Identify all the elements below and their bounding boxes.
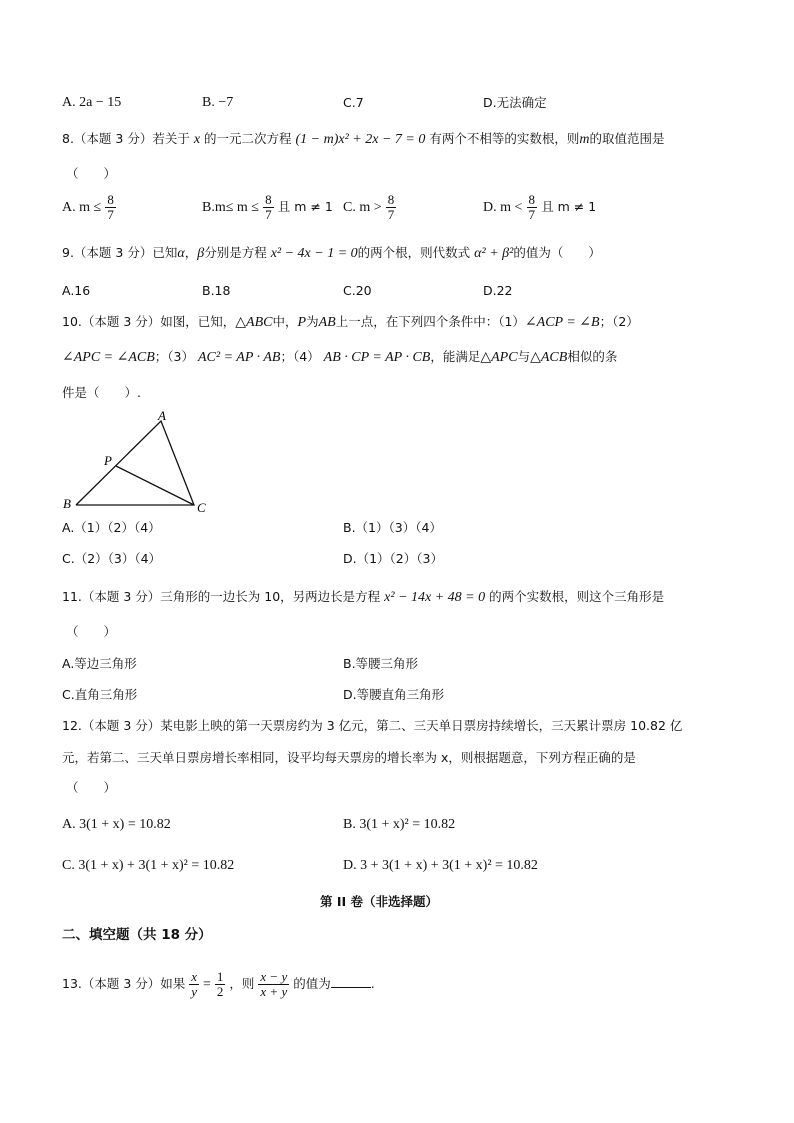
q10-text: 中， — [272, 314, 298, 329]
q9-prefix: 9.（本题 3 分）已知 — [62, 245, 178, 260]
q10-text: ；（2） — [599, 314, 639, 329]
q8-mid1: 的一元二次方程 — [204, 131, 292, 146]
frac-num: 8 — [107, 192, 114, 207]
q7-option-d: D.无法确定 — [483, 95, 547, 110]
q9-option-d: D.22 — [483, 283, 513, 298]
q8-optB-frac — [263, 193, 274, 222]
q8-optC-text: C. m > — [343, 200, 382, 215]
q10-tri-acb: △ACB — [530, 350, 568, 365]
q13-suffix: 的值为 — [293, 976, 331, 991]
q8-suffix: 的取值范围是 — [589, 131, 665, 146]
q13-frac-one-half — [215, 970, 226, 999]
q8-var-m: m — [579, 132, 590, 147]
section-heading: 二、填空题（共 18 分） — [62, 927, 212, 943]
q13-frac-x-over-y — [189, 970, 199, 999]
q9-alpha: α — [177, 246, 185, 261]
label-a: A — [158, 408, 166, 423]
q13-frac-expression — [258, 970, 289, 999]
q10-text: 为 — [306, 314, 319, 329]
q10-text: 上一点，在下列四个条件中：（1） — [335, 314, 525, 329]
q10-triangle-figure — [58, 408, 218, 516]
q12-option-a: A. 3(1 + x) = 10.82 — [62, 817, 171, 832]
frac-num: 8 — [528, 192, 536, 207]
q8-option-b — [202, 193, 333, 222]
q9-sep: ， — [184, 245, 198, 260]
frac-den: x + y — [260, 984, 288, 999]
q10-option-b: B.（1）（3）（4） — [343, 520, 442, 535]
q8-stem — [62, 129, 665, 150]
q10-condition-4: AB · CP = AP · CB — [323, 350, 431, 365]
q11-prefix: 11.（本题 3 分）三角形的一边长为 10，另两边长是方程 — [62, 589, 381, 604]
q10-text: 相似的条 — [567, 349, 618, 364]
q10-text: ；（4） — [280, 349, 320, 364]
frac-den: y — [191, 984, 198, 999]
q11-suffix: 的两个实数根，则这个三角形是 — [489, 589, 665, 604]
frac-den: 7 — [107, 207, 114, 222]
q12-line2: 元，若第二、三天单日票房增长率相同，设平均每天票房的增长率为 x，则根据题意，下列方程正确的是 — [62, 750, 636, 765]
q13-equals: = — [203, 977, 211, 992]
q8-optA-text: A. m ≤ — [62, 200, 102, 215]
q10-option-c: C.（2）（3）（4） — [62, 551, 162, 566]
frac-num: 8 — [265, 192, 272, 207]
q9-option-a: A.16 — [62, 283, 91, 298]
label-c: C — [197, 500, 206, 515]
q8-prefix: 8.（本题 3 分）若关于 — [62, 131, 190, 146]
q8-option-d — [483, 193, 596, 222]
q12-option-b: B. 3(1 + x)² = 10.82 — [343, 817, 456, 832]
q8-optD-text: D. m < — [483, 200, 523, 215]
q8-option-a — [62, 193, 116, 222]
q10-tri-abc: △ABC — [235, 315, 273, 330]
q8-optB-text: B.m≤ m ≤ — [202, 200, 259, 215]
q10-text: 与 — [517, 349, 531, 364]
q12-paren: （ ） — [66, 780, 117, 795]
q11-option-a: A.等边三角形 — [62, 656, 137, 671]
q11-option-d: D.等腰直角三角形 — [343, 687, 445, 702]
q9-beta: β — [197, 246, 205, 261]
frac-den: 7 — [528, 207, 536, 222]
frac-num: x − y — [260, 969, 288, 984]
q8-optD-post: 且 m ≠ 1 — [541, 199, 597, 214]
q10-text: 10.（本题 3 分）如图，已知， — [62, 314, 236, 329]
frac-num: 8 — [387, 192, 395, 207]
q11-paren: （ ） — [66, 624, 117, 639]
q12-option-d: D. 3 + 3(1 + x) + 3(1 + x)² = 10.82 — [343, 858, 538, 873]
q10-condition-3: AC² = AP · AB — [197, 350, 281, 365]
q10-condition-2: ∠APC = ∠ACB — [62, 350, 155, 365]
q8-optC-frac — [386, 193, 397, 222]
label-p: P — [104, 453, 112, 468]
q8-option-c — [343, 193, 396, 222]
q10-condition-1: ∠ACP = ∠B — [524, 315, 600, 330]
q11-equation: x² − 14x + 48 = 0 — [384, 590, 486, 605]
q9-equation: x² − 4x − 1 = 0 — [270, 246, 358, 261]
q13-end: . — [370, 976, 375, 991]
q11-stem — [62, 587, 664, 608]
q9-mid: 分别是方程 — [204, 245, 267, 260]
frac-num: 1 — [216, 969, 224, 984]
q10-text: ，能满足 — [430, 349, 481, 364]
q10-tri-apc: △APC — [480, 350, 518, 365]
frac-den: 2 — [216, 984, 224, 999]
q12-line1: 12.（本题 3 分）某电影上映的第一天票房约为 3 亿元，第二、三天单日票房持续增长，三天累计票房 10.82 亿 — [62, 718, 683, 733]
section-2-title: 第 II 卷（非选择题） — [320, 894, 439, 909]
q9-stem — [62, 243, 601, 264]
q9-option-b: B.18 — [202, 283, 231, 298]
q8-optD-frac — [527, 193, 538, 222]
q13-prefix: 13.（本题 3 分）如果 — [62, 976, 186, 991]
q10-line1 — [62, 312, 639, 333]
q10-segment-ab: AB — [318, 315, 336, 330]
q10-text: ；（3） — [154, 349, 194, 364]
segment-pc — [116, 466, 194, 505]
q7-option-b: B. −7 — [202, 95, 234, 110]
q11-option-b: B.等腰三角形 — [343, 656, 419, 671]
q8-optB-post: 且 m ≠ 1 — [277, 199, 333, 214]
q9-option-c: C.20 — [343, 283, 372, 298]
frac-den: 7 — [387, 207, 395, 222]
frac-num: x — [191, 969, 198, 984]
q8-equation: (1 − m)x² + 2x − 7 = 0 — [295, 132, 426, 147]
q8-var-x: x — [193, 132, 201, 147]
q9-suffix: 的值为（ ） — [513, 245, 601, 260]
q10-line2 — [62, 347, 617, 368]
q9-expression: α² + β² — [474, 246, 514, 261]
q8-mid2: 有两个不相等的实数根，则 — [429, 131, 580, 146]
q13-answer-blank[interactable] — [331, 973, 371, 988]
q12-option-c: C. 3(1 + x) + 3(1 + x)² = 10.82 — [62, 858, 235, 873]
q11-option-c: C.直角三角形 — [62, 687, 138, 702]
q7-option-c: C.7 — [343, 95, 364, 110]
q13-mid: ，则 — [229, 976, 255, 991]
q10-option-d: D.（1）（2）（3） — [343, 551, 443, 566]
label-b: B — [63, 496, 71, 511]
q7-option-a: A. 2a − 15 — [62, 95, 122, 110]
q10-line3: 件是（ ）. — [62, 385, 141, 400]
q13-stem — [62, 970, 375, 999]
frac-den: 7 — [265, 207, 272, 222]
q8-paren: （ ） — [66, 166, 117, 181]
q10-option-a: A.（1）（2）（4） — [62, 520, 161, 535]
q10-point-p: P — [297, 315, 307, 330]
triangle-abc — [76, 421, 194, 505]
q9-mid2: 的两个根，则代数式 — [357, 245, 471, 260]
q8-optA-frac — [105, 193, 116, 222]
